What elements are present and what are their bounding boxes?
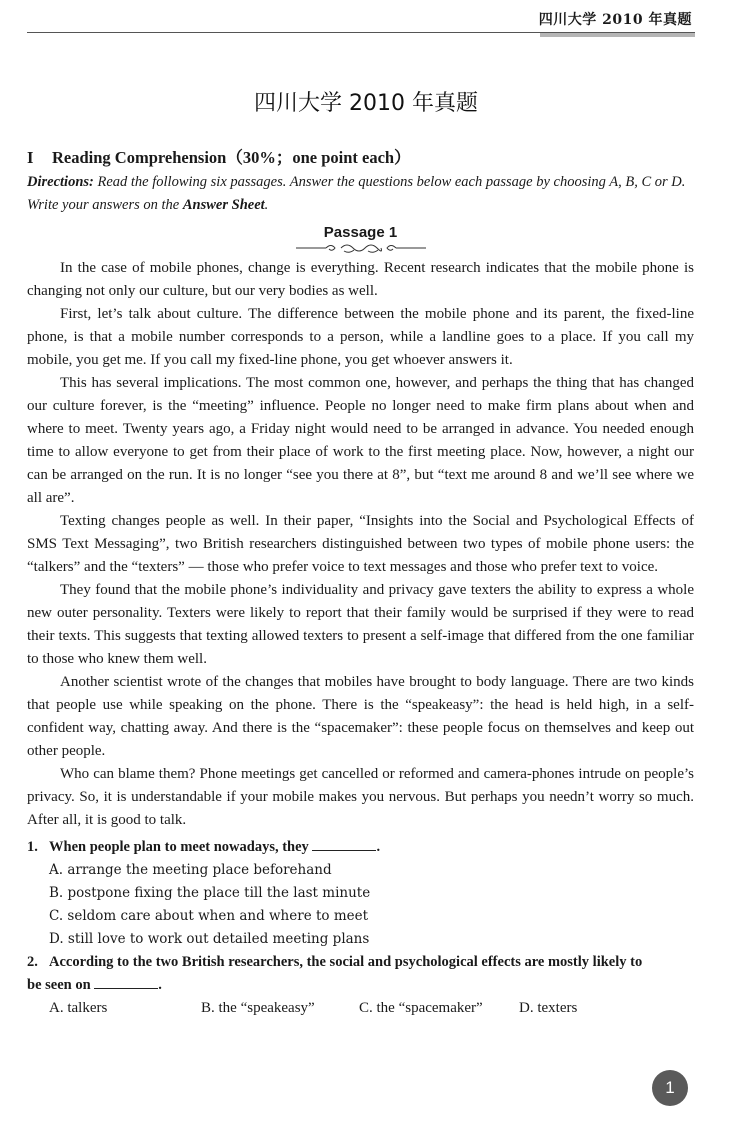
directions-end: .: [264, 197, 269, 213]
option-a: A. arrange the meeting place beforehand: [49, 862, 332, 878]
question-1: [27, 836, 694, 951]
option-a: A. talkers: [49, 1000, 108, 1016]
question-stem-continued: [27, 974, 694, 997]
option-c: C. seldom care about when and where to meet: [49, 908, 369, 924]
answer-sheet-emphasis: Answer Sheet: [182, 197, 265, 213]
question-stem: [27, 951, 694, 974]
passage-heading: [27, 223, 694, 257]
question-number: 1.: [27, 839, 38, 855]
running-head-title: 四川大学 2010 年真题: [538, 12, 692, 28]
header-accent-bar: [540, 33, 695, 37]
paragraph: This has several implications. The most common one, however, and perhaps the thing that has changed our culture forever, is the “meeting” influence. People no longer need to make firm plans about when and where to meet. Twenty years ago, a Friday night would need to be arranged in advance. You needed enough time to allow everyone to get from their place of work to the first meeting place. Now, however, a night our can be arranged on the run. It is no longer “see you there at 8”, but “text me around 8 and we’ll see where we all are”.: [27, 375, 694, 506]
question-text: According to the two British researchers, the social and psychological effects are mostly likely to: [49, 954, 643, 970]
directions: [27, 171, 694, 217]
question-end: .: [376, 839, 381, 855]
running-head: [0, 0, 732, 40]
paragraph: Texting changes people as well. In their paper, “Insights into the Social and Psychological Effects of SMS Text Messaging”, two British researchers distinguished between two types of mobile phone users: the “talkers” and the “texters” — those who prefer voice to text messages and those who prefer text to voice.: [27, 513, 694, 575]
passage-body: [27, 257, 694, 832]
paragraph: First, let’s talk about culture. The difference between the mobile phone and its parent, the fixed-line phone, is that a mobile number corresponds to a person, while a landline goes to a place. If you call my mobile, you get me. If you call my fixed-line phone, you get whoever answers it.: [27, 306, 694, 368]
section-title: Reading Comprehension（30%；one point each）: [52, 148, 411, 167]
option-b: B. postpone fixing the place till the last minute: [49, 885, 371, 901]
question-text-line2: be seen on: [27, 977, 95, 993]
options-row: [27, 997, 694, 1020]
paragraph: In the case of mobile phones, change is everything. Recent research indicates that the mobile phone is changing not only our culture, but our very bodies as well.: [27, 260, 694, 299]
paragraph: They found that the mobile phone’s individuality and privacy gave texters the ability to express a whole new outer personality. Texters were likely to report that their family would be surprised if they were to read their texts. This suggests that texting allowed texters to present a self-image that differed from the one familiar to those who knew them well.: [27, 582, 694, 667]
directions-text: Read the following six passages. Answer the questions below each passage by choosing A, B, C or D. Write your answers on the: [27, 174, 686, 213]
question-2: [27, 951, 694, 1020]
question-text: When people plan to meet nowadays, they: [49, 839, 313, 855]
page-number-badge: 1: [652, 1070, 688, 1106]
question-end: .: [158, 977, 162, 993]
question-number: 2.: [27, 954, 38, 970]
paragraph: Another scientist wrote of the changes that mobiles have brought to body language. There are two kinds that people use while speaking on the phone. There is the “speakeasy”: the head is held high, in a self-confident way, chatting away. And there is the “spacemaker”: these people focus on themselves and keep out other people.: [27, 674, 694, 759]
page-content: [27, 145, 694, 1020]
answer-blank: [94, 974, 158, 989]
page-title: 四川大学 2010 年真题: [254, 91, 478, 116]
directions-label: Directions:: [27, 174, 94, 190]
option-b: B. the “speakeasy”: [201, 1000, 315, 1016]
answer-blank: [312, 836, 376, 851]
section-numeral: I: [27, 148, 34, 167]
question-stem: [27, 836, 694, 859]
ornament-divider-icon: [296, 243, 426, 255]
paragraph: Who can blame them? Phone meetings get cancelled or reformed and camera-phones intrude on people’s privacy. So, it is understandable if your mobile makes you nervous. But perhaps you needn’t worry so much. After all, it is good to talk.: [27, 766, 694, 828]
option-d: D. still love to work out detailed meeting plans: [49, 931, 370, 947]
option-c: C. the “spacemaker”: [359, 1000, 483, 1016]
passage-title: Passage 1: [323, 224, 398, 241]
section-heading: [27, 145, 694, 171]
option-d: D. texters: [519, 1000, 578, 1016]
